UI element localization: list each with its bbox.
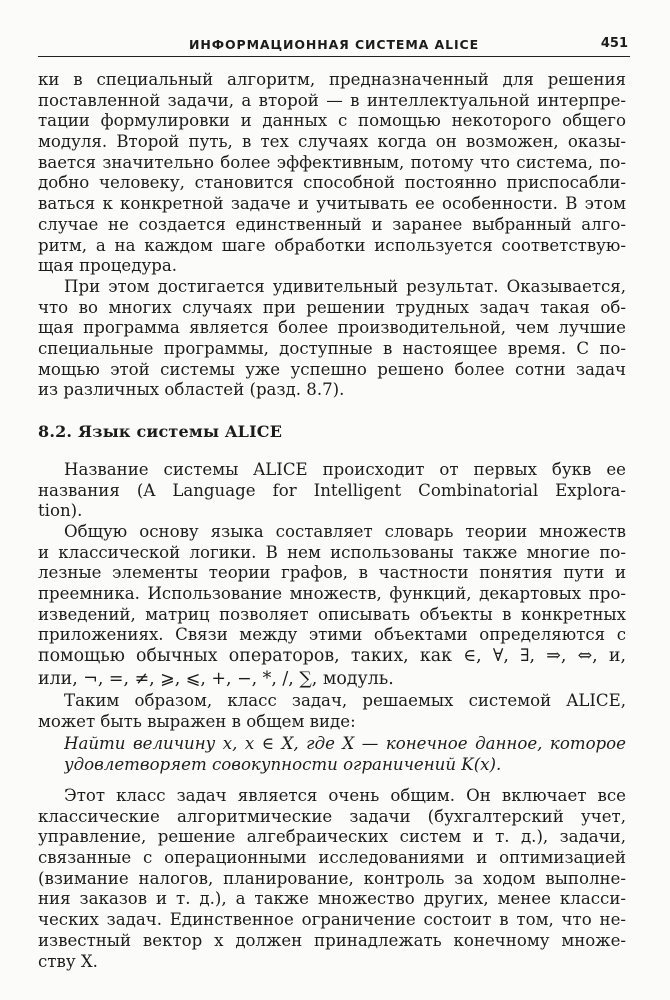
text-line: Этот класс задач является очень общим. Он включает все xyxy=(64,786,626,805)
text-line: классические алгоритмические задачи (бухгалтерский учет, xyxy=(38,806,626,826)
text-line: названия (A Language for Intelligent Combinatorial Explora- xyxy=(38,480,626,500)
text-line: ритм, а на каждом шаге обработки используется соответствую- xyxy=(38,235,626,255)
text-line: лезные элементы теории графов, в частности понятия пути и xyxy=(38,563,626,583)
text-line: что во многих случаях при решении трудных задач такая об- xyxy=(38,297,626,317)
paragraph-name-origin xyxy=(38,460,626,522)
text-line: ки в специальный алгоритм, предназначенный для решения xyxy=(38,70,626,89)
text-line: может быть выражен в общем виде: xyxy=(38,711,356,731)
text-line: щая программа является более производительной, чем лучшие xyxy=(38,318,626,338)
text-line: Общую основу языка составляет словарь теории множеств xyxy=(64,522,626,541)
text-line: специальные программы, доступные в настоящее время. С по- xyxy=(38,339,626,359)
running-title: ИНФОРМАЦИОННАЯ СИСТЕМА ALICE xyxy=(188,37,480,52)
text-line: связанные с операционными исследованиями и оптимизацией xyxy=(38,848,626,868)
text-line: приложениях. Связи между этими объектами определяются с xyxy=(38,625,626,645)
text-line: Найти величину x, x ∈ X, где X — конечное данное, которое xyxy=(64,734,626,753)
text-line: щая процедура. xyxy=(38,256,177,276)
paragraph-result xyxy=(38,277,626,401)
text-line: поставленной задачи, а второй — в интеллектуальной интерпре- xyxy=(38,90,626,110)
text-line: ния заказов и т. д.), а также множество других, менее класси- xyxy=(38,889,626,909)
text-line: Название системы ALICE происходит от первых букв ее xyxy=(64,460,626,479)
text-line: При этом достигается удивительный результат. Оказывается, xyxy=(64,277,626,296)
paragraph-problem-class xyxy=(38,786,626,972)
text-line: и классической логики. В нем использованы также многие по- xyxy=(38,542,626,562)
text-line: преемника. Использование множеств, функций, декартовых про- xyxy=(38,584,626,604)
text-line: удовлетворяет совокупности ограничений K(x). xyxy=(64,754,502,774)
text-line: из различных областей (разд. 8.7). xyxy=(38,380,345,400)
paragraph-general-form xyxy=(38,691,626,732)
running-header xyxy=(38,36,630,57)
text-line: тации формулировки и данных с помощью некоторого общего xyxy=(38,111,626,131)
text-line: добно человеку, становится способной постоянно приспосабли- xyxy=(38,173,626,193)
paragraph-language-basis xyxy=(38,522,626,691)
text-line: вается значительно более эффективным, потому что система, по- xyxy=(38,152,626,172)
text-line: изведений, матриц позволяет описывать объекты в конкретных xyxy=(38,604,626,624)
text-line: tion). xyxy=(38,501,83,521)
text-line: или, ¬, =, ≠, ⩾, ⩽, +, −, *, /, ∑, модуль. xyxy=(38,668,394,689)
text-line: управление, решение алгебраических систем и т. д.), задачи, xyxy=(38,827,626,847)
text-line: ческих задач. Единственное ограничение состоит в том, что не- xyxy=(38,910,626,930)
text-line: (взимание налогов, планирование, контроль за ходом выполне- xyxy=(38,868,626,888)
text-line: помощью обычных операторов, таких, как ∈, ∀, ∃, ⇒, ⇔, и, xyxy=(38,646,626,667)
text-line: мощью этой системы уже успешно решено более сотни задач xyxy=(38,359,626,379)
page-number: 451 xyxy=(600,36,628,51)
section-heading: 8.2. Язык системы ALICE xyxy=(38,422,283,441)
text-line: случае не создается единственный и заранее выбранный алго- xyxy=(38,214,626,234)
text-line: Таким образом, класс задач, решаемых системой ALICE, xyxy=(64,691,626,710)
text-line: известный вектор x должен принадлежать конечному множе- xyxy=(38,930,626,950)
problem-formulation xyxy=(64,734,626,775)
text-line: модуля. Второй путь, в тех случаях когда он возможен, оказы- xyxy=(38,132,626,152)
paragraph-continuation xyxy=(38,70,626,277)
text-line: ству X. xyxy=(38,951,98,971)
text-line: ваться к конкретной задаче и учитывать ее особенности. В этом xyxy=(38,194,626,214)
